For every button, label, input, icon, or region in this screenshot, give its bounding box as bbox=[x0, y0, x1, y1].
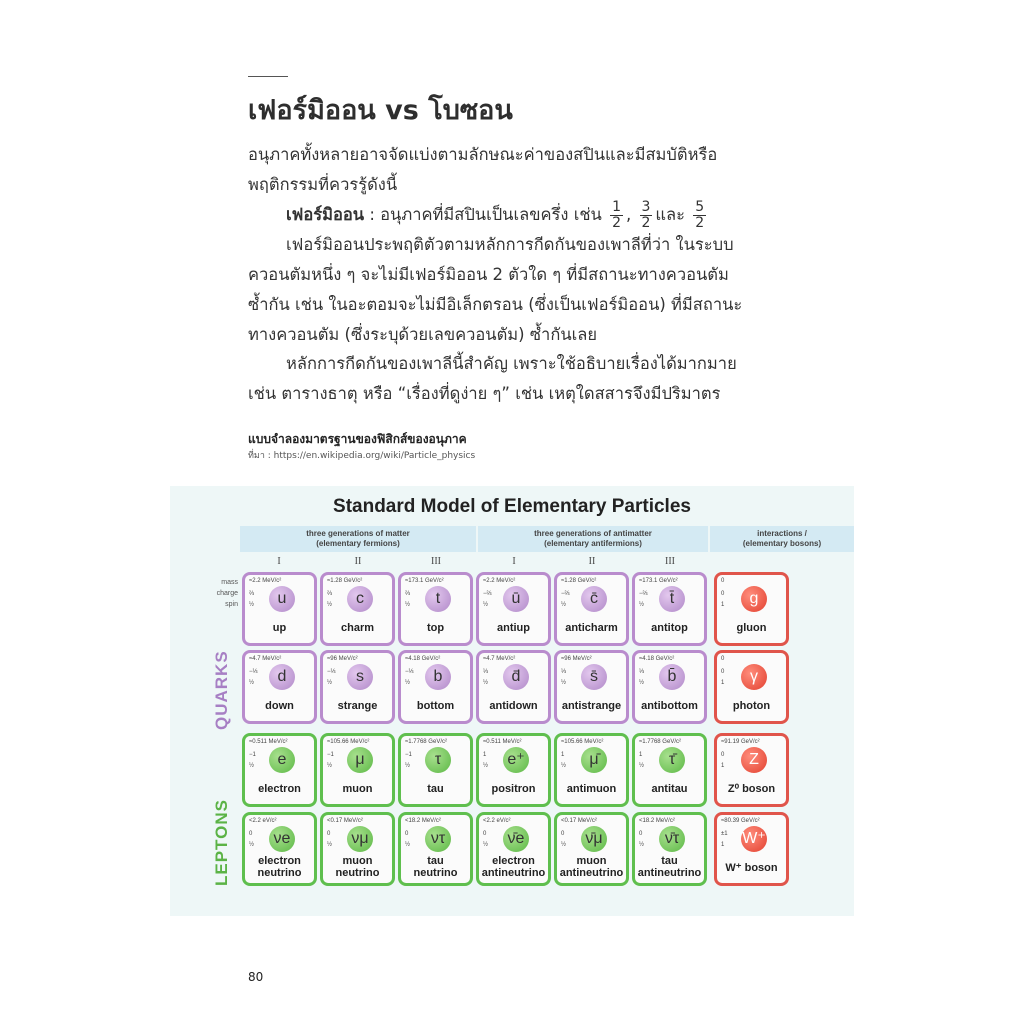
particle-card bbox=[714, 572, 789, 646]
particle-name-line: tau bbox=[661, 855, 678, 867]
particle-charge: 0 bbox=[721, 591, 725, 597]
particle-card bbox=[714, 812, 789, 886]
and-word: และ bbox=[655, 205, 686, 224]
particle-card bbox=[632, 733, 707, 807]
particle-name: down bbox=[265, 700, 294, 712]
particle-charge: 1 bbox=[483, 752, 487, 758]
particle-charge: ±1 bbox=[721, 831, 728, 837]
particle-name-line: antineutrino bbox=[559, 867, 624, 879]
particle-symbol: u bbox=[269, 586, 295, 612]
particle-card bbox=[554, 733, 629, 807]
particle-symbol: b̄ bbox=[659, 664, 685, 690]
text-line: ทางควอนตัม (ซึ่งระบุด้วยเลขควอนตัม) ซ้ำกันเลย bbox=[248, 325, 598, 344]
particle-spin: ½ bbox=[561, 602, 567, 608]
particle-charge: 0 bbox=[639, 831, 643, 837]
particle-spin: ½ bbox=[249, 763, 255, 769]
particle-symbol: νμ bbox=[347, 826, 373, 852]
particle-charge: 0 bbox=[721, 752, 725, 758]
particle-symbol: e bbox=[269, 747, 295, 773]
particle-symbol: μ bbox=[347, 747, 373, 773]
particle-card bbox=[242, 733, 317, 807]
particle-card bbox=[476, 812, 551, 886]
particle-mass: <2.2 eV/c² bbox=[249, 818, 277, 824]
quarks-label: QUARKS bbox=[212, 650, 231, 730]
particle-name bbox=[557, 855, 626, 879]
particle-symbol: W⁺ bbox=[741, 826, 767, 852]
particle-charge: ⅔ bbox=[405, 591, 411, 597]
generation-label: I bbox=[512, 556, 516, 567]
particle-mass: ≈2.2 MeV/c² bbox=[483, 578, 516, 584]
particle-spin: 1 bbox=[721, 763, 725, 769]
particle-charge: 1 bbox=[561, 752, 565, 758]
particle-mass: ≈1.28 GeV/c² bbox=[327, 578, 363, 584]
particle-name: muon bbox=[342, 783, 373, 795]
text-line: ควอนตัมหนึ่ง ๆ จะไม่มีเฟอร์มิออน 2 ตัวใด ๆ ที่มีสถานะทางควอนตัม bbox=[248, 265, 729, 284]
particle-card bbox=[632, 572, 707, 646]
particle-name-line: antineutrino bbox=[481, 867, 546, 879]
particle-spin: ½ bbox=[327, 842, 333, 848]
particle-spin: ½ bbox=[249, 842, 255, 848]
particle-name-line: electron bbox=[258, 855, 301, 867]
particle-name: up bbox=[272, 622, 287, 634]
particle-name-line: muon bbox=[576, 855, 607, 867]
particle-name: tau bbox=[427, 783, 444, 795]
particle-charge: −⅔ bbox=[561, 591, 570, 597]
axis-label-charge: charge bbox=[216, 590, 238, 597]
particle-mass: ≈4.18 GeV/c² bbox=[405, 656, 441, 662]
particle-name-line: antineutrino bbox=[637, 867, 702, 879]
fermion-term: เฟอร์มิออน bbox=[286, 205, 365, 224]
particle-charge: 0 bbox=[483, 831, 487, 837]
figure-source: ที่มา : https://en.wikipedia.org/wiki/Particle_physics bbox=[248, 451, 476, 461]
particle-name-line: neutrino bbox=[335, 867, 380, 879]
particle-charge: ⅓ bbox=[483, 669, 489, 675]
generation-label: III bbox=[431, 556, 441, 567]
particle-card bbox=[476, 733, 551, 807]
particle-name bbox=[635, 855, 704, 879]
particle-spin: ½ bbox=[561, 842, 567, 848]
particle-mass: ≈105.66 MeV/c² bbox=[327, 739, 370, 745]
particle-spin: ½ bbox=[639, 763, 645, 769]
particle-mass: <18.2 MeV/c² bbox=[639, 818, 675, 824]
particle-charge: 0 bbox=[405, 831, 409, 837]
particle-card bbox=[476, 650, 551, 724]
particle-symbol: s̄ bbox=[581, 664, 607, 690]
particle-name-line: electron bbox=[492, 855, 535, 867]
particle-card bbox=[320, 650, 395, 724]
particle-name: antistrange bbox=[561, 700, 622, 712]
particle-symbol: ν̄μ bbox=[581, 826, 607, 852]
particle-symbol: c bbox=[347, 586, 373, 612]
particle-mass: ≈1.7768 GeV/c² bbox=[639, 739, 681, 745]
particle-symbol: γ bbox=[741, 664, 767, 690]
particle-mass: 0 bbox=[721, 578, 725, 584]
particle-symbol: τ bbox=[425, 747, 451, 773]
particle-mass: <2.2 eV/c² bbox=[483, 818, 511, 824]
figure-title: Standard Model of Elementary Particles bbox=[333, 496, 691, 517]
particle-symbol: ν̄e bbox=[503, 826, 529, 852]
band-matter: three generations of matter (elementary fermions) bbox=[240, 526, 476, 552]
particle-mass: ≈1.28 GeV/c² bbox=[561, 578, 597, 584]
particle-mass: ≈96 MeV/c² bbox=[327, 656, 358, 662]
particle-name: gluon bbox=[736, 622, 767, 634]
particle-spin: ½ bbox=[483, 842, 489, 848]
particle-name-line: tau bbox=[427, 855, 444, 867]
band-bosons: interactions / (elementary bosons) bbox=[710, 526, 854, 552]
text-line: เช่น ตารางธาตุ หรือ “เรื่องที่ดูง่าย ๆ” เช่น เหตุใดสสารจึงมีปริมาตร bbox=[248, 384, 721, 403]
particle-mass: ≈0.511 MeV/c² bbox=[249, 739, 288, 745]
particle-charge: −⅓ bbox=[405, 669, 414, 675]
particle-charge: −1 bbox=[249, 752, 256, 758]
particle-card bbox=[632, 812, 707, 886]
particle-symbol: ν̄τ bbox=[659, 826, 685, 852]
particle-card bbox=[398, 572, 473, 646]
section-rule bbox=[248, 76, 288, 77]
particle-spin: ½ bbox=[405, 602, 411, 608]
particle-mass: <18.2 MeV/c² bbox=[405, 818, 441, 824]
particle-charge: −⅓ bbox=[327, 669, 336, 675]
comma: , bbox=[626, 205, 632, 224]
fermion-def-text: : อนุภาคที่มีสปินเป็นเลขครึ่ง เช่น bbox=[364, 205, 602, 224]
text-line: หลักการกีดกันของเพาลีนี้สำคัญ เพราะใช้อธิบายเรื่องได้มากมาย bbox=[286, 354, 737, 373]
particle-name bbox=[479, 855, 548, 879]
particle-card bbox=[320, 572, 395, 646]
particle-mass: ≈173.1 GeV/c² bbox=[405, 578, 444, 584]
particle-mass: ≈80.39 GeV/c² bbox=[721, 818, 760, 824]
axis-label-spin: spin bbox=[225, 601, 238, 608]
particle-charge: −1 bbox=[405, 752, 412, 758]
particle-name: bottom bbox=[416, 700, 455, 712]
particle-symbol: τ̄ bbox=[659, 747, 685, 773]
particle-name: Z⁰ boson bbox=[727, 783, 776, 795]
generation-label: I bbox=[277, 556, 281, 567]
generation-label: II bbox=[588, 556, 596, 567]
fraction-five-halves: $\frac{5}{2}$ bbox=[695, 199, 705, 231]
particle-card bbox=[242, 812, 317, 886]
particle-symbol: Z bbox=[741, 747, 767, 773]
particle-spin: ½ bbox=[327, 680, 333, 686]
particle-mass: ≈4.7 MeV/c² bbox=[483, 656, 516, 662]
particle-spin: 1 bbox=[721, 680, 725, 686]
particle-name: electron bbox=[258, 783, 301, 795]
fraction-one-half: $\frac{1}{2}$ bbox=[612, 199, 621, 231]
particle-name: antitop bbox=[651, 622, 688, 634]
particle-name: strange bbox=[337, 700, 378, 712]
particle-symbol: d̄ bbox=[503, 664, 529, 690]
particle-spin: ½ bbox=[639, 602, 645, 608]
particle-mass: ≈173.1 GeV/c² bbox=[639, 578, 678, 584]
text-line: พฤติกรรมที่ควรรู้ดังนี้ bbox=[248, 175, 398, 194]
particle-name: anticharm bbox=[565, 622, 618, 634]
particle-spin: 1 bbox=[721, 842, 725, 848]
particle-card bbox=[320, 812, 395, 886]
exclusion-paragraph bbox=[248, 230, 743, 350]
generation-label: II bbox=[354, 556, 362, 567]
particle-card bbox=[554, 572, 629, 646]
standard-model-figure bbox=[170, 486, 854, 916]
particle-mass: ≈4.18 GeV/c² bbox=[639, 656, 675, 662]
section-title: เฟอร์มิออน vs โบซอน bbox=[248, 95, 513, 126]
particle-name bbox=[245, 855, 314, 879]
particle-card bbox=[554, 650, 629, 724]
particle-card bbox=[398, 733, 473, 807]
particle-name: photon bbox=[732, 700, 771, 712]
particle-spin: ½ bbox=[327, 763, 333, 769]
particle-symbol: c̄ bbox=[581, 586, 607, 612]
particle-charge: 0 bbox=[721, 669, 725, 675]
particle-card bbox=[398, 812, 473, 886]
particle-name-line: neutrino bbox=[257, 867, 302, 879]
axis-label-mass: mass bbox=[221, 579, 238, 586]
particle-card bbox=[476, 572, 551, 646]
text-line: อนุภาคทั้งหลายอาจจัดแบ่งตามลักษณะค่าของสปินและมีสมบัติหรือ bbox=[248, 145, 718, 164]
particle-spin: ½ bbox=[561, 763, 567, 769]
particle-charge: ⅔ bbox=[327, 591, 333, 597]
particle-name: charm bbox=[340, 622, 375, 634]
particle-name: antitau bbox=[651, 783, 688, 795]
generation-label: III bbox=[665, 556, 675, 567]
text-line: เฟอร์มิออนประพฤติตัวตามหลักการกีดกันของเพาลีที่ว่า ในระบบ bbox=[286, 235, 734, 254]
particle-symbol: s bbox=[347, 664, 373, 690]
particle-mass: ≈105.66 MeV/c² bbox=[561, 739, 604, 745]
particle-symbol: d bbox=[269, 664, 295, 690]
particle-card bbox=[398, 650, 473, 724]
particle-charge: ⅓ bbox=[639, 669, 645, 675]
particle-spin: ½ bbox=[483, 602, 489, 608]
particle-mass: <0.17 MeV/c² bbox=[327, 818, 363, 824]
fermion-definition bbox=[248, 200, 716, 230]
leptons-label: LEPTONS bbox=[212, 799, 231, 886]
particle-spin: ½ bbox=[327, 602, 333, 608]
particle-spin: ½ bbox=[561, 680, 567, 686]
particle-spin: ½ bbox=[405, 680, 411, 686]
particle-charge: −⅓ bbox=[249, 669, 258, 675]
particle-spin: ½ bbox=[639, 842, 645, 848]
particle-name: antiup bbox=[497, 622, 530, 634]
particle-name-line: neutrino bbox=[413, 867, 458, 879]
particle-card bbox=[320, 733, 395, 807]
importance-paragraph bbox=[248, 349, 737, 409]
particle-charge: 1 bbox=[639, 752, 643, 758]
particle-mass: ≈96 MeV/c² bbox=[561, 656, 592, 662]
particle-card bbox=[242, 650, 317, 724]
particle-symbol: t̄ bbox=[659, 586, 685, 612]
particle-charge: ⅔ bbox=[249, 591, 255, 597]
particle-symbol: b bbox=[425, 664, 451, 690]
particle-mass: ≈2.2 MeV/c² bbox=[249, 578, 282, 584]
particle-spin: ½ bbox=[405, 842, 411, 848]
particle-charge: ⅓ bbox=[561, 669, 567, 675]
particle-name bbox=[401, 855, 470, 879]
particle-symbol: t bbox=[425, 586, 451, 612]
particle-name bbox=[323, 855, 392, 879]
particle-spin: ½ bbox=[639, 680, 645, 686]
particle-card bbox=[242, 572, 317, 646]
particle-card bbox=[632, 650, 707, 724]
particle-symbol: νe bbox=[269, 826, 295, 852]
particle-name: positron bbox=[491, 783, 536, 795]
particle-card bbox=[714, 733, 789, 807]
particle-spin: ½ bbox=[405, 763, 411, 769]
particle-mass: ≈0.511 MeV/c² bbox=[483, 739, 522, 745]
particle-charge: −1 bbox=[327, 752, 334, 758]
particle-symbol: e⁺ bbox=[503, 747, 529, 773]
particle-charge: 0 bbox=[327, 831, 331, 837]
particle-name: antidown bbox=[489, 700, 538, 712]
particle-name: antibottom bbox=[641, 700, 698, 712]
particle-card bbox=[554, 812, 629, 886]
particle-spin: ½ bbox=[483, 680, 489, 686]
particle-mass: ≈91.19 GeV/c² bbox=[721, 739, 760, 745]
figure-caption: แบบจำลองมาตรฐานของฟิสิกส์ของอนุภาค bbox=[248, 432, 467, 446]
particle-name: top bbox=[426, 622, 445, 634]
particle-mass: ≈4.7 MeV/c² bbox=[249, 656, 282, 662]
particle-card bbox=[714, 650, 789, 724]
particle-symbol: ū bbox=[503, 586, 529, 612]
particle-spin: ½ bbox=[249, 680, 255, 686]
particle-charge: 0 bbox=[561, 831, 565, 837]
particle-spin: 1 bbox=[721, 602, 725, 608]
particle-spin: ½ bbox=[249, 602, 255, 608]
particle-symbol: g bbox=[741, 586, 767, 612]
particle-charge: 0 bbox=[249, 831, 253, 837]
particle-name: W⁺ boson bbox=[725, 862, 778, 874]
page-number: 80 bbox=[248, 970, 264, 984]
fraction-three-halves: $\frac{3}{2}$ bbox=[641, 199, 651, 231]
band-antimatter: three generations of antimatter (elementary antifermions) bbox=[478, 526, 708, 552]
intro-paragraph bbox=[248, 140, 716, 230]
particle-mass: ≈1.7768 GeV/c² bbox=[405, 739, 447, 745]
particle-name: antimuon bbox=[566, 783, 617, 795]
particle-symbol: μ̄ bbox=[581, 747, 607, 773]
particle-symbol: ντ bbox=[425, 826, 451, 852]
text-line: ซ้ำกัน เช่น ในอะตอมจะไม่มีอิเล็กตรอน (ซึ่งเป็นเฟอร์มิออน) ที่มีสถานะ bbox=[248, 295, 743, 314]
particle-charge: −⅔ bbox=[639, 591, 648, 597]
particle-mass: <0.17 MeV/c² bbox=[561, 818, 597, 824]
particle-spin: ½ bbox=[483, 763, 489, 769]
particle-name-line: muon bbox=[342, 855, 373, 867]
particle-mass: 0 bbox=[721, 656, 725, 662]
particle-charge: −⅔ bbox=[483, 591, 492, 597]
